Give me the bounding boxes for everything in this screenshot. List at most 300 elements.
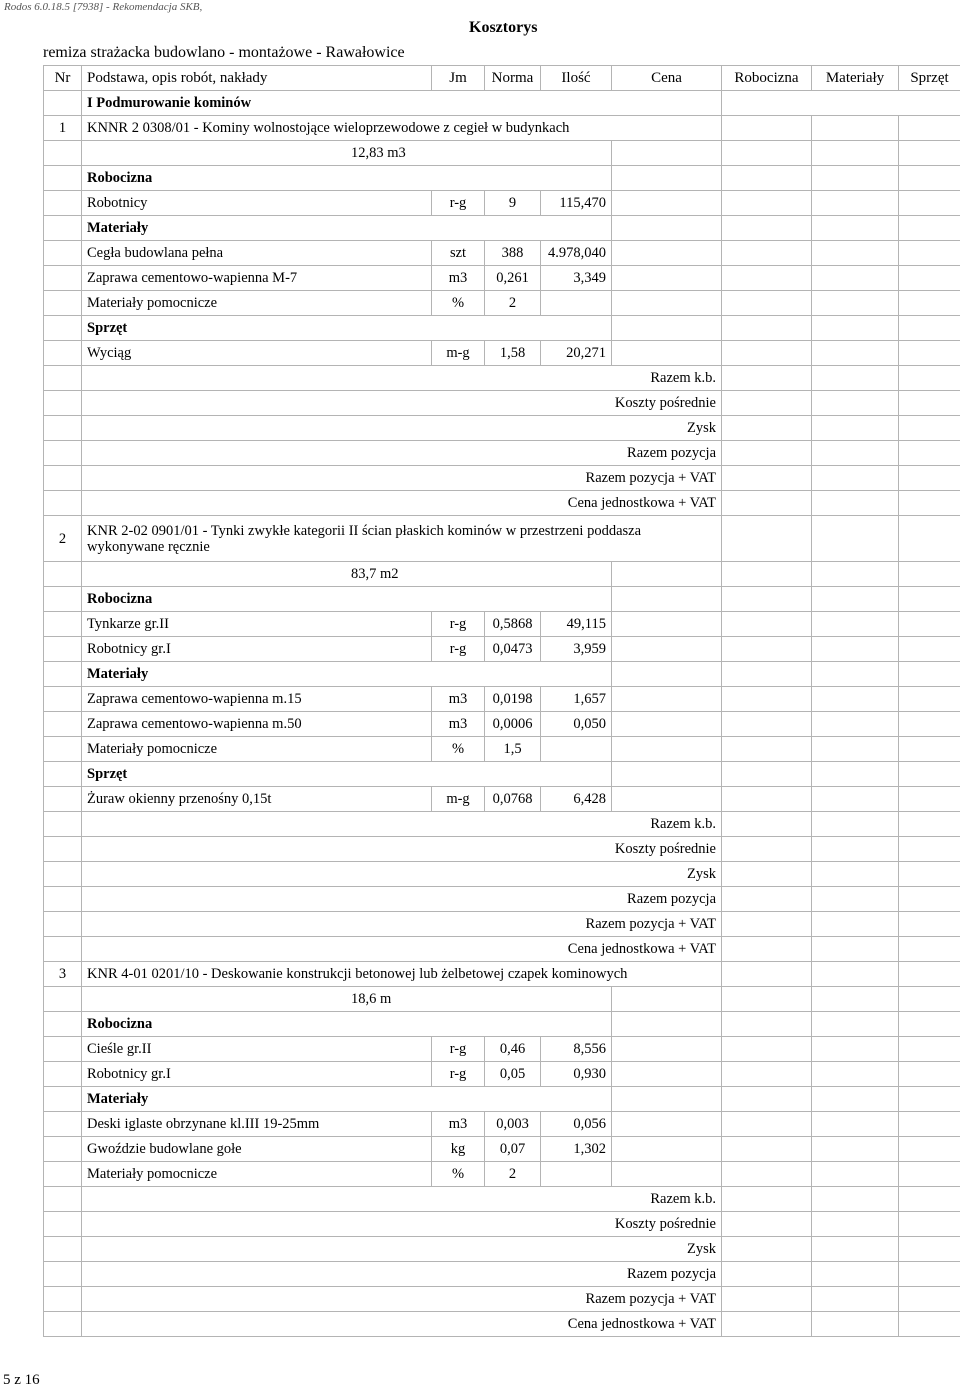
table-cell — [899, 762, 960, 787]
resource-row — [44, 1112, 960, 1137]
table-cell — [899, 787, 960, 812]
table-cell — [899, 737, 960, 762]
resource-quantity: 1,657 — [541, 687, 612, 712]
resource-unit: % — [432, 1162, 485, 1187]
table-cell — [899, 1287, 960, 1312]
summary-row — [44, 416, 960, 441]
resource-row — [44, 291, 960, 316]
table-cell — [899, 166, 960, 191]
table-cell — [44, 366, 82, 391]
position-description: KNR 4-01 0201/10 - Deskowanie konstrukcji betonowej lub żelbetowej czapek kominowych — [82, 962, 722, 987]
resource-name: Zaprawa cementowo-wapienna m.15 — [82, 687, 432, 712]
table-cell — [44, 91, 82, 116]
table-cell — [812, 1212, 899, 1237]
table-cell — [44, 787, 82, 812]
table-cell — [612, 787, 722, 812]
table-cell — [899, 837, 960, 862]
table-cell — [722, 987, 812, 1012]
quantity-row — [44, 987, 960, 1012]
table-cell — [44, 191, 82, 216]
summary-label: Razem k.b. — [82, 1187, 722, 1212]
table-cell — [812, 812, 899, 837]
summary-label: Koszty pośrednie — [82, 837, 722, 862]
table-cell — [44, 341, 82, 366]
column-header: Nr — [44, 66, 82, 91]
table-cell — [812, 516, 899, 562]
table-cell — [812, 762, 899, 787]
table-cell — [722, 316, 812, 341]
table-cell — [44, 712, 82, 737]
table-cell — [812, 687, 899, 712]
table-cell — [612, 762, 722, 787]
summary-label: Koszty pośrednie — [82, 1212, 722, 1237]
resource-quantity — [541, 737, 612, 762]
table-cell — [44, 637, 82, 662]
table-cell — [612, 216, 722, 241]
column-header: Sprzęt — [899, 66, 960, 91]
quantity-row — [44, 562, 960, 587]
table-cell — [899, 1262, 960, 1287]
summary-label: Cena jednostkowa + VAT — [82, 1312, 722, 1337]
table-cell — [612, 1137, 722, 1162]
table-cell — [812, 1112, 899, 1137]
table-cell — [612, 266, 722, 291]
table-cell — [812, 737, 899, 762]
resource-unit: m3 — [432, 712, 485, 737]
table-cell — [812, 1062, 899, 1087]
resource-quantity: 49,115 — [541, 612, 612, 637]
table-cell — [722, 862, 812, 887]
table-cell — [612, 1037, 722, 1062]
resource-row — [44, 737, 960, 762]
table-cell — [612, 687, 722, 712]
category-row — [44, 166, 960, 191]
table-cell — [899, 637, 960, 662]
table-cell — [812, 837, 899, 862]
table-cell — [899, 316, 960, 341]
section-row — [44, 91, 960, 116]
table-cell — [612, 1112, 722, 1137]
table-cell — [899, 391, 960, 416]
table-cell — [899, 712, 960, 737]
resource-name: Materiały pomocnicze — [82, 291, 432, 316]
table-cell — [44, 762, 82, 787]
table-cell — [722, 937, 812, 962]
resource-row — [44, 1137, 960, 1162]
table-cell — [44, 1112, 82, 1137]
summary-row — [44, 1187, 960, 1212]
position-quantity: 18,6 m — [82, 987, 612, 1012]
resource-unit: kg — [432, 1137, 485, 1162]
resource-name: Tynkarze gr.II — [82, 612, 432, 637]
table-cell — [612, 562, 722, 587]
column-header: Podstawa, opis robót, nakłady — [82, 66, 432, 91]
table-cell — [722, 712, 812, 737]
table-cell — [722, 241, 812, 266]
table-cell — [812, 291, 899, 316]
table-cell — [722, 366, 812, 391]
summary-label: Razem k.b. — [82, 812, 722, 837]
table-cell — [44, 1212, 82, 1237]
column-header: Ilość — [541, 66, 612, 91]
table-cell — [722, 441, 812, 466]
resource-unit: r-g — [432, 191, 485, 216]
summary-row — [44, 812, 960, 837]
position-row — [44, 962, 960, 987]
table-cell — [812, 391, 899, 416]
resource-norm: 0,46 — [485, 1037, 541, 1062]
summary-label: Razem pozycja — [82, 887, 722, 912]
table-cell — [722, 191, 812, 216]
column-header: Materiały — [812, 66, 899, 91]
summary-label: Cena jednostkowa + VAT — [82, 491, 722, 516]
table-cell — [812, 912, 899, 937]
table-cell — [722, 912, 812, 937]
resource-name: Wyciąg — [82, 341, 432, 366]
table-cell — [812, 316, 899, 341]
table-cell — [44, 241, 82, 266]
table-cell — [722, 612, 812, 637]
table-cell — [899, 191, 960, 216]
table-cell — [812, 366, 899, 391]
table-cell — [812, 191, 899, 216]
category-row — [44, 587, 960, 612]
table-cell — [44, 291, 82, 316]
table-cell — [722, 662, 812, 687]
summary-label: Cena jednostkowa + VAT — [82, 937, 722, 962]
resource-unit: m3 — [432, 1112, 485, 1137]
table-cell — [812, 441, 899, 466]
summary-row — [44, 1237, 960, 1262]
resource-norm: 0,0768 — [485, 787, 541, 812]
table-cell — [812, 1187, 899, 1212]
table-cell — [612, 166, 722, 191]
position-number: 3 — [44, 962, 82, 987]
table-cell — [899, 862, 960, 887]
summary-label: Razem pozycja — [82, 1262, 722, 1287]
table-cell — [722, 341, 812, 366]
category-row — [44, 316, 960, 341]
category-label: Robocizna — [82, 587, 612, 612]
table-cell — [812, 662, 899, 687]
table-cell — [812, 491, 899, 516]
resource-name: Cegła budowlana pełna — [82, 241, 432, 266]
resource-row — [44, 191, 960, 216]
table-cell — [722, 1287, 812, 1312]
resource-norm: 0,0473 — [485, 637, 541, 662]
table-cell — [722, 1262, 812, 1287]
table-cell — [722, 837, 812, 862]
resource-name: Materiały pomocnicze — [82, 737, 432, 762]
resource-quantity — [541, 291, 612, 316]
resource-norm: 0,07 — [485, 1137, 541, 1162]
resource-row — [44, 1162, 960, 1187]
summary-row — [44, 912, 960, 937]
resource-norm: 0,5868 — [485, 612, 541, 637]
table-cell — [44, 491, 82, 516]
table-cell — [899, 216, 960, 241]
table-cell — [812, 1312, 899, 1337]
table-cell — [812, 166, 899, 191]
table-cell — [612, 1162, 722, 1187]
table-cell — [899, 116, 960, 141]
summary-label: Razem pozycja + VAT — [82, 1287, 722, 1312]
table-cell — [44, 862, 82, 887]
table-cell — [44, 166, 82, 191]
table-cell — [722, 562, 812, 587]
resource-norm: 0,261 — [485, 266, 541, 291]
resource-unit: r-g — [432, 637, 485, 662]
table-cell — [899, 987, 960, 1012]
resource-name: Robotnicy gr.I — [82, 637, 432, 662]
table-cell — [899, 1087, 960, 1112]
resource-name: Robotnicy — [82, 191, 432, 216]
resource-row — [44, 712, 960, 737]
resource-row — [44, 1062, 960, 1087]
table-cell — [612, 1087, 722, 1112]
table-cell — [44, 687, 82, 712]
table-cell — [899, 1137, 960, 1162]
table-cell — [722, 1312, 812, 1337]
resource-name: Zaprawa cementowo-wapienna M-7 — [82, 266, 432, 291]
table-cell — [612, 1062, 722, 1087]
table-cell — [722, 737, 812, 762]
table-cell — [44, 1162, 82, 1187]
table-cell — [812, 341, 899, 366]
table-cell — [722, 1037, 812, 1062]
position-description: KNNR 2 0308/01 - Kominy wolnostojące wieloprzewodowe z cegieł w budynkach — [82, 116, 722, 141]
resource-norm: 0,0198 — [485, 687, 541, 712]
table-cell — [899, 1212, 960, 1237]
section-title: I Podmurowanie kominów — [82, 91, 722, 116]
document-title: Kosztorys — [469, 19, 538, 36]
table-cell — [812, 416, 899, 441]
category-row — [44, 1087, 960, 1112]
table-cell — [722, 391, 812, 416]
table-cell — [722, 166, 812, 191]
resource-norm: 388 — [485, 241, 541, 266]
summary-row — [44, 1312, 960, 1337]
table-cell — [44, 216, 82, 241]
category-label: Materiały — [82, 1087, 612, 1112]
table-cell — [612, 612, 722, 637]
summary-row — [44, 1287, 960, 1312]
resource-norm: 0,0006 — [485, 712, 541, 737]
table-cell — [722, 216, 812, 241]
table-cell — [722, 116, 812, 141]
table-cell — [899, 1187, 960, 1212]
table-cell — [899, 937, 960, 962]
resource-unit: m3 — [432, 266, 485, 291]
resource-norm: 2 — [485, 291, 541, 316]
table-cell — [899, 1012, 960, 1037]
table-cell — [812, 562, 899, 587]
summary-row — [44, 837, 960, 862]
summary-row — [44, 1212, 960, 1237]
table-cell — [899, 812, 960, 837]
table-cell — [722, 1087, 812, 1112]
table-cell — [722, 491, 812, 516]
table-cell — [44, 912, 82, 937]
table-cell — [812, 987, 899, 1012]
summary-row — [44, 466, 960, 491]
table-header-row — [44, 66, 960, 91]
table-cell — [612, 241, 722, 266]
summary-row — [44, 366, 960, 391]
resource-name: Materiały pomocnicze — [82, 1162, 432, 1187]
table-cell — [44, 416, 82, 441]
resource-unit: r-g — [432, 1062, 485, 1087]
summary-label: Koszty pośrednie — [82, 391, 722, 416]
resource-quantity: 0,930 — [541, 1062, 612, 1087]
resource-norm: 0,003 — [485, 1112, 541, 1137]
table-cell — [812, 141, 899, 166]
table-cell — [812, 1012, 899, 1037]
resource-row — [44, 612, 960, 637]
table-cell — [899, 441, 960, 466]
table-cell — [812, 1137, 899, 1162]
table-cell — [722, 466, 812, 491]
summary-row — [44, 491, 960, 516]
resource-name: Zaprawa cementowo-wapienna m.50 — [82, 712, 432, 737]
table-cell — [44, 1287, 82, 1312]
category-label: Robocizna — [82, 1012, 612, 1037]
table-cell — [44, 391, 82, 416]
table-cell — [812, 116, 899, 141]
resource-row — [44, 241, 960, 266]
table-cell — [722, 887, 812, 912]
table-cell — [899, 1237, 960, 1262]
app-version-header: Rodos 6.0.18.5 [7938] - Rekomendacja SKB, — [4, 1, 203, 13]
table-cell — [812, 241, 899, 266]
table-cell — [812, 216, 899, 241]
resource-row — [44, 687, 960, 712]
cost-estimate-table — [43, 65, 960, 1337]
table-cell — [722, 266, 812, 291]
table-cell — [612, 987, 722, 1012]
table-cell — [899, 1037, 960, 1062]
table-cell — [612, 712, 722, 737]
table-cell — [899, 562, 960, 587]
table-cell — [44, 737, 82, 762]
table-cell — [44, 316, 82, 341]
table-cell — [44, 887, 82, 912]
position-description: KNR 2-02 0901/01 - Tynki zwykłe kategorii II ścian płaskich kominów w przestrzeni poddasza wykonywane ręcznie — [82, 516, 722, 562]
table-cell — [44, 937, 82, 962]
table-cell — [812, 612, 899, 637]
table-cell — [899, 587, 960, 612]
category-row — [44, 1012, 960, 1037]
table-cell — [899, 887, 960, 912]
table-cell — [722, 91, 960, 116]
table-cell — [44, 1062, 82, 1087]
table-cell — [722, 291, 812, 316]
category-label: Materiały — [82, 216, 612, 241]
table-cell — [812, 587, 899, 612]
table-cell — [44, 1312, 82, 1337]
table-cell — [899, 266, 960, 291]
summary-label: Razem pozycja + VAT — [82, 912, 722, 937]
column-header: Robocizna — [722, 66, 812, 91]
resource-row — [44, 787, 960, 812]
summary-label: Razem k.b. — [82, 366, 722, 391]
resource-quantity: 1,302 — [541, 1137, 612, 1162]
category-label: Materiały — [82, 662, 612, 687]
table-cell — [812, 637, 899, 662]
table-cell — [722, 141, 812, 166]
summary-row — [44, 862, 960, 887]
table-cell — [812, 1287, 899, 1312]
table-cell — [899, 516, 960, 562]
resource-norm: 0,05 — [485, 1062, 541, 1087]
resource-quantity: 4.978,040 — [541, 241, 612, 266]
table-cell — [899, 491, 960, 516]
table-cell — [722, 762, 812, 787]
resource-quantity: 3,349 — [541, 266, 612, 291]
table-cell — [612, 316, 722, 341]
table-cell — [899, 912, 960, 937]
table-cell — [44, 1037, 82, 1062]
resource-quantity: 8,556 — [541, 1037, 612, 1062]
position-quantity: 12,83 m3 — [82, 141, 612, 166]
resource-quantity: 6,428 — [541, 787, 612, 812]
summary-row — [44, 887, 960, 912]
table-cell — [44, 587, 82, 612]
table-cell — [899, 366, 960, 391]
resource-name: Deski iglaste obrzynane kl.III 19-25mm — [82, 1112, 432, 1137]
resource-name: Żuraw okienny przenośny 0,15t — [82, 787, 432, 812]
table-cell — [612, 1012, 722, 1037]
table-cell — [899, 1312, 960, 1337]
resource-norm: 2 — [485, 1162, 541, 1187]
table-cell — [899, 466, 960, 491]
summary-label: Zysk — [82, 1237, 722, 1262]
table-cell — [722, 962, 812, 987]
resource-row — [44, 637, 960, 662]
table-cell — [612, 587, 722, 612]
resource-unit: r-g — [432, 1037, 485, 1062]
resource-quantity: 3,959 — [541, 637, 612, 662]
resource-quantity: 0,050 — [541, 712, 612, 737]
resource-unit: szt — [432, 241, 485, 266]
table-cell — [44, 987, 82, 1012]
position-row — [44, 116, 960, 141]
resource-unit: r-g — [432, 612, 485, 637]
table-cell — [722, 1162, 812, 1187]
resource-unit: m-g — [432, 787, 485, 812]
table-cell — [722, 812, 812, 837]
table-cell — [44, 812, 82, 837]
table-cell — [722, 787, 812, 812]
table-cell — [722, 637, 812, 662]
table-cell — [812, 962, 899, 987]
table-cell — [44, 1237, 82, 1262]
resource-unit: % — [432, 291, 485, 316]
column-header: Jm — [432, 66, 485, 91]
position-quantity: 83,7 m2 — [82, 562, 612, 587]
table-cell — [722, 516, 812, 562]
table-cell — [812, 862, 899, 887]
category-label: Sprzęt — [82, 316, 612, 341]
summary-row — [44, 1262, 960, 1287]
table-cell — [812, 466, 899, 491]
table-cell — [44, 466, 82, 491]
table-cell — [722, 687, 812, 712]
table-cell — [899, 687, 960, 712]
table-cell — [612, 141, 722, 166]
table-cell — [722, 1137, 812, 1162]
table-cell — [899, 1162, 960, 1187]
